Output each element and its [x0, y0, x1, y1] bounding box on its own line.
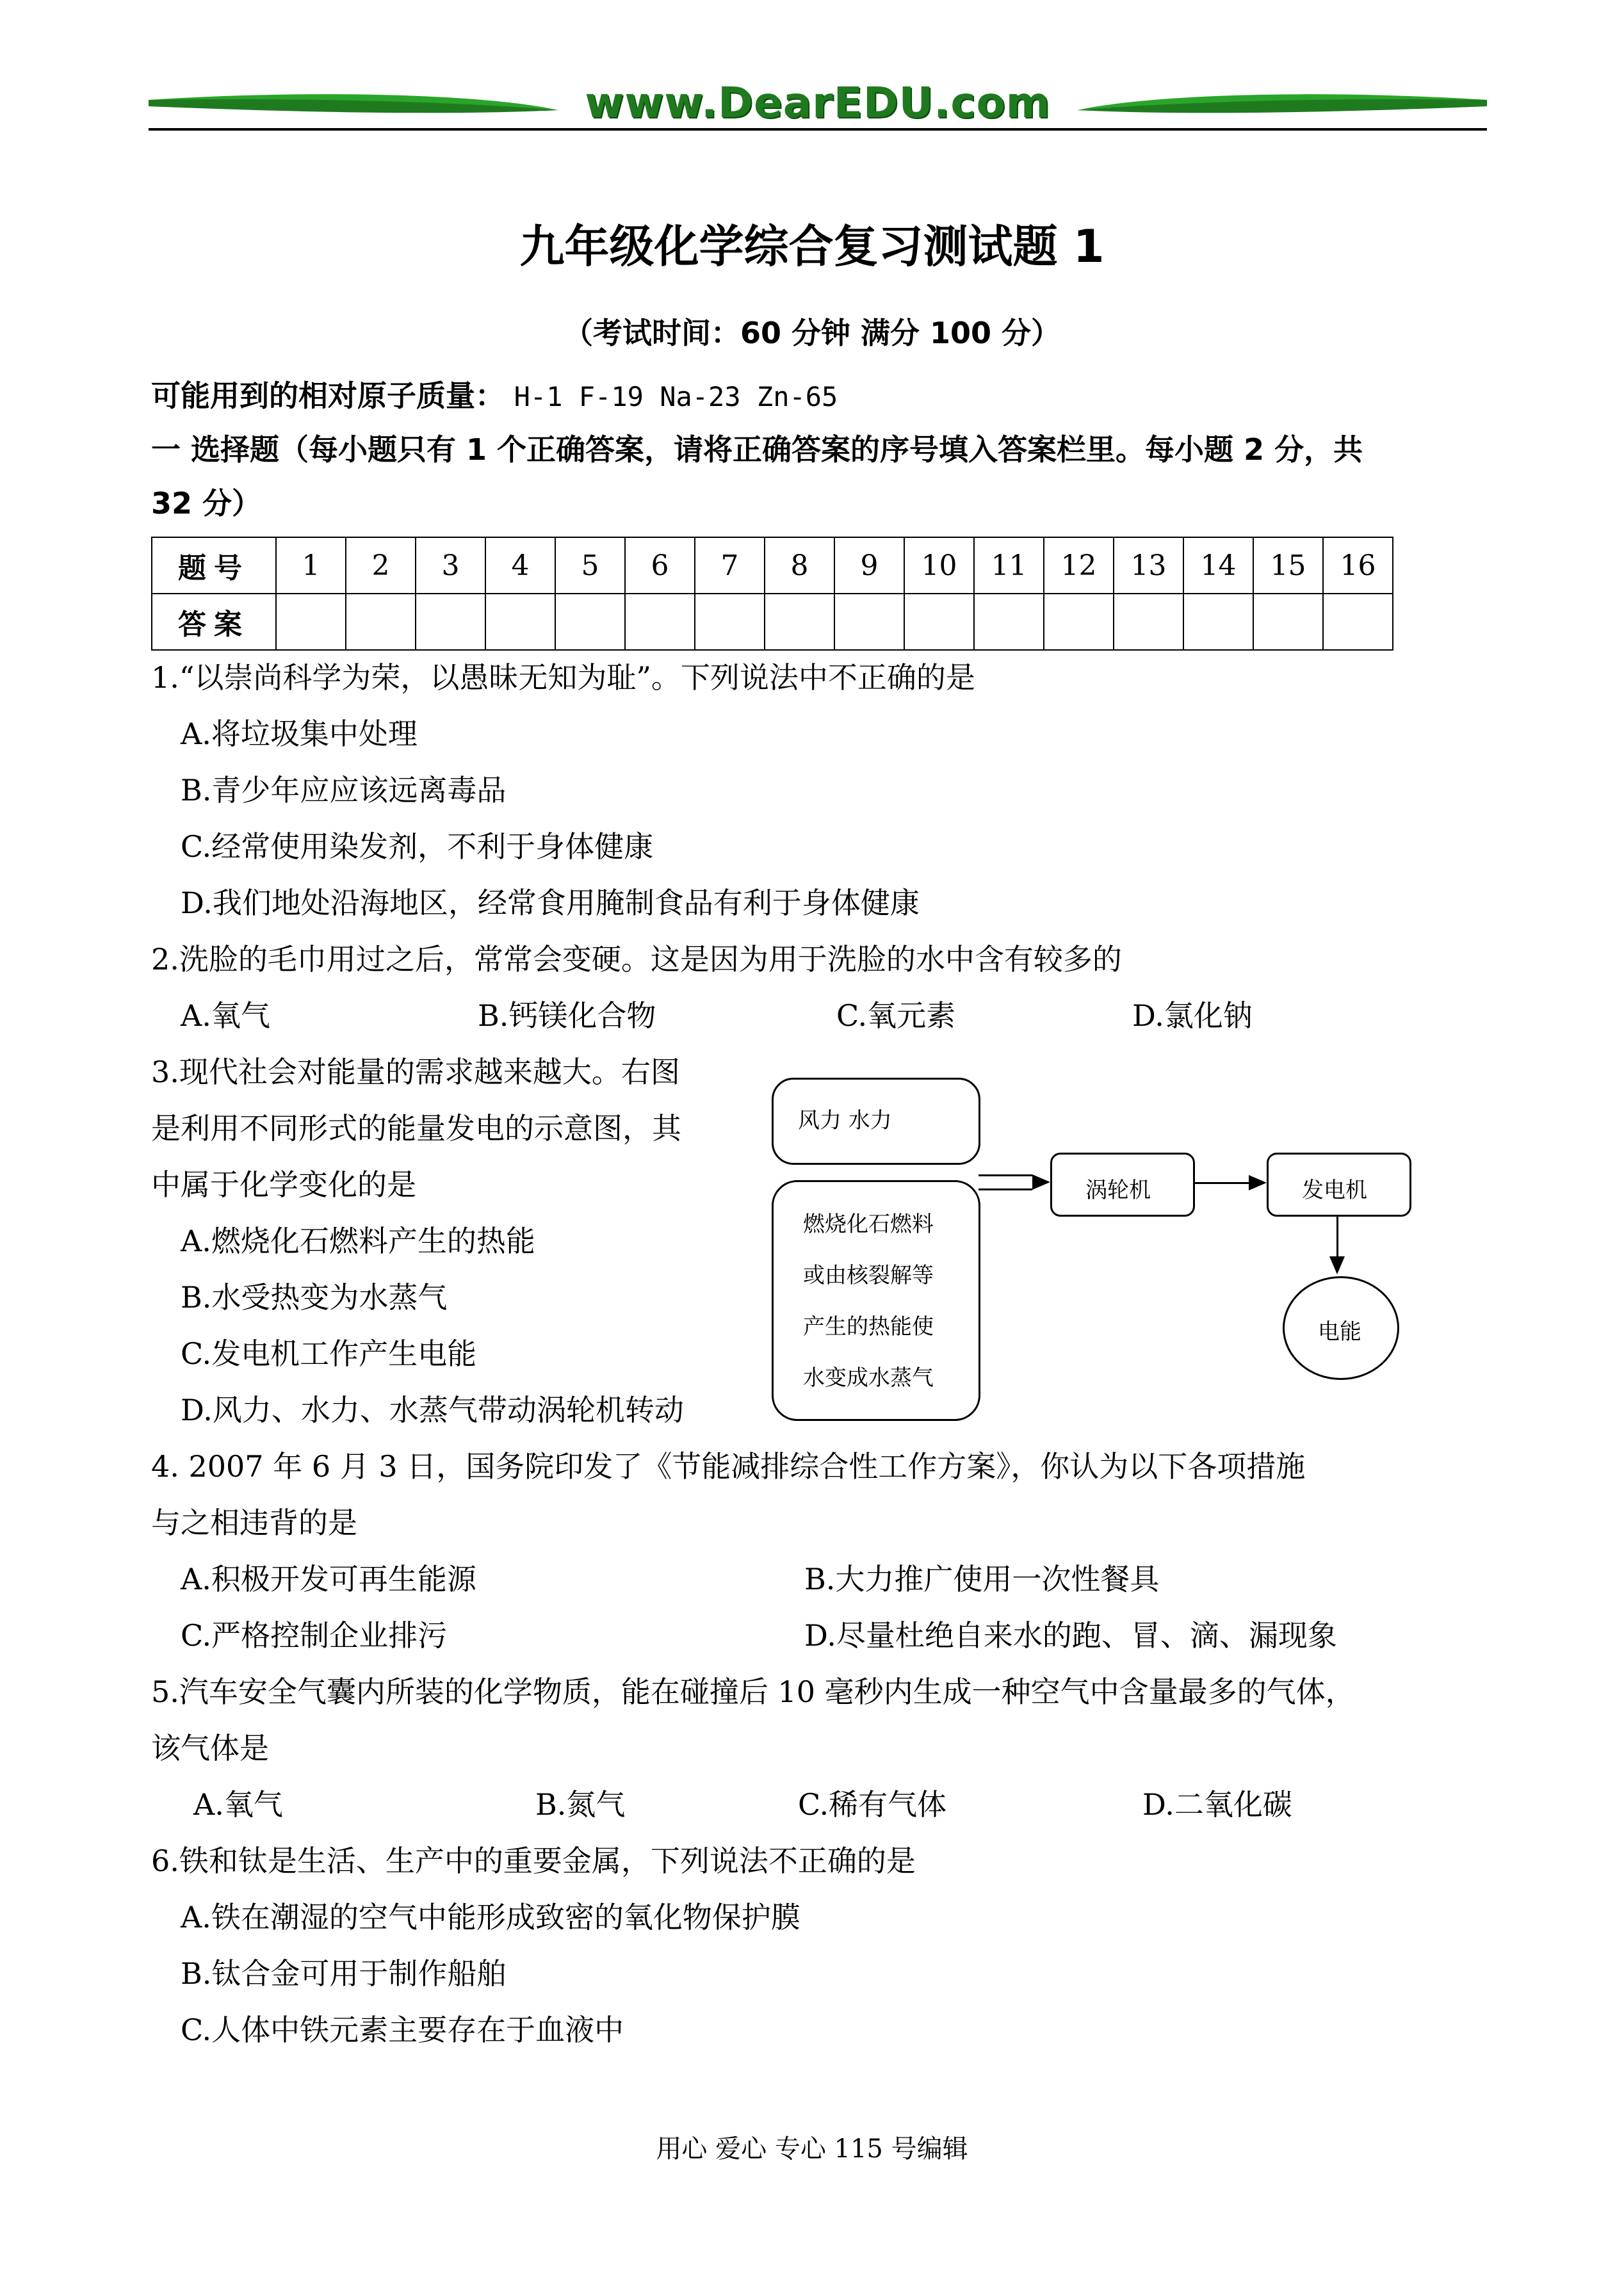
wind-water-label: 风力 水力: [798, 1108, 892, 1133]
question-1-stem: 1.“以崇尚科学为荣，以愚昧无知为耻”。下列说法中不正确的是: [151, 660, 975, 695]
question-3-option-b: B.水受热变为水蒸气: [181, 1280, 448, 1315]
question-5-stem-cont: 该气体是: [151, 1731, 269, 1765]
site-logo-text[interactable]: www.DearEDU.com: [585, 78, 1051, 127]
answer-cell-10[interactable]: [904, 594, 974, 650]
question-3-option-a: A.燃烧化石燃料产生的热能: [181, 1224, 535, 1258]
question-3-stem-cont: 中属于化学变化的是: [151, 1167, 416, 1202]
section-heading: 一 选择题（每小题只有 1 个正确答案，请将正确答案的序号填入答案栏里。每小题 2 分，共: [151, 432, 1363, 467]
table-cell: 12: [1044, 537, 1114, 594]
answer-cell-4[interactable]: [485, 594, 555, 650]
answer-cell-3[interactable]: [416, 594, 485, 650]
fuel-heat-label-4: 水变成水蒸气: [803, 1365, 934, 1391]
exam-info: （考试时间：60 分钟 满分 100 分）: [563, 316, 1061, 350]
fuel-heat-label-1: 燃烧化石燃料: [803, 1212, 934, 1237]
answer-cell-15[interactable]: [1253, 594, 1323, 650]
question-3-stem-cont: 是利用不同形式的能量发电的示意图，其: [151, 1111, 681, 1146]
answer-cell-14[interactable]: [1183, 594, 1253, 650]
table-cell: 10: [904, 537, 974, 594]
atomic-mass-line: [151, 377, 838, 416]
question-1-option-c: C.经常使用染发剂，不利于身体健康: [181, 829, 654, 864]
answer-cell-9[interactable]: [834, 594, 904, 650]
electricity-circle: [1283, 1276, 1399, 1380]
table-cell: 2: [346, 537, 416, 594]
wind-water-box: [772, 1078, 980, 1165]
arrow-right-icon: [1032, 1174, 1050, 1190]
answer-cell-13[interactable]: [1114, 594, 1183, 650]
question-2-stem: 2.洗脸的毛巾用过之后，常常会变硬。这是因为用于洗脸的水中含有较多的: [151, 942, 1122, 977]
table-cell: 6: [625, 537, 695, 594]
answer-cell-6[interactable]: [625, 594, 695, 650]
atomic-mass-values: H-1 F-19 Na-23 Zn-65: [514, 381, 838, 412]
arrow-right-icon: [1249, 1175, 1267, 1190]
page-title: 九年级化学综合复习测试题 1: [519, 220, 1105, 273]
question-4-option-c: C.严格控制企业排污: [181, 1618, 448, 1653]
table-header-number: 题号: [152, 537, 276, 594]
question-4-stem-cont: 与之相违背的是: [151, 1505, 357, 1540]
generator-label: 发电机: [1302, 1178, 1367, 1203]
answer-cell-8[interactable]: [765, 594, 834, 650]
atomic-mass-label: 可能用到的相对原子质量：: [151, 378, 505, 413]
question-5-option-a: A.氧气: [193, 1787, 283, 1822]
header-logo: [149, 77, 1487, 134]
answer-cell-11[interactable]: [974, 594, 1044, 650]
table-cell: 16: [1323, 537, 1393, 594]
table-cell: 5: [555, 537, 625, 594]
table-row: [152, 594, 1393, 650]
question-6-stem: 6.铁和钛是生活、生产中的重要金属，下列说法不正确的是: [151, 1844, 916, 1878]
question-2-option-d: D.氯化钠: [1132, 998, 1253, 1033]
answer-table: [151, 537, 1393, 651]
answer-cell-12[interactable]: [1044, 594, 1114, 650]
answer-cell-5[interactable]: [555, 594, 625, 650]
table-cell: 1: [276, 537, 346, 594]
table-cell: 7: [695, 537, 765, 594]
question-5-option-d: D.二氧化碳: [1142, 1787, 1292, 1822]
fuel-heat-box: [772, 1180, 980, 1421]
question-2-option-a: A.氧气: [181, 998, 270, 1033]
question-4-stem: 4. 2007 年 6 月 3 日，国务院印发了《节能减排综合性工作方案》，你认为以下各项措施: [151, 1449, 1306, 1484]
arrow-line: [1336, 1215, 1338, 1258]
answer-cell-1[interactable]: [276, 594, 346, 650]
header-divider: [149, 128, 1487, 131]
question-4-option-a: A.积极开发可再生能源: [181, 1562, 476, 1596]
table-cell: 4: [485, 537, 555, 594]
question-6-option-a: A.铁在潮湿的空气中能形成致密的氧化物保护膜: [181, 1900, 800, 1934]
table-cell: 9: [834, 537, 904, 594]
generator-box: [1267, 1153, 1411, 1217]
question-2-option-c: C.氧元素: [836, 998, 956, 1033]
fuel-heat-label-3: 产生的热能使: [803, 1314, 934, 1340]
table-cell: 15: [1253, 537, 1323, 594]
answer-cell-2[interactable]: [346, 594, 416, 650]
section-heading-cont: 32 分）: [151, 486, 262, 521]
table-cell: 3: [416, 537, 485, 594]
table-row: [152, 537, 1393, 594]
turbine-box: [1050, 1153, 1195, 1217]
answer-cell-16[interactable]: [1323, 594, 1393, 650]
table-cell: 11: [974, 537, 1044, 594]
question-1-option-b: B.青少年应应该远离毒品: [181, 773, 507, 807]
turbine-label: 涡轮机: [1085, 1178, 1151, 1203]
question-3-option-d: D.风力、水力、水蒸气带动涡轮机转动: [181, 1393, 684, 1427]
arrow-line: [1195, 1182, 1249, 1184]
electricity-label: 电能: [1318, 1319, 1361, 1345]
question-6-option-b: B.钛合金可用于制作船舶: [181, 1956, 507, 1991]
question-2-option-b: B.钙镁化合物: [478, 998, 656, 1033]
arrow-line: [978, 1174, 1032, 1176]
fuel-heat-label-2: 或由核裂解等: [803, 1263, 934, 1288]
question-3-option-c: C.发电机工作产生电能: [181, 1336, 477, 1371]
question-5-option-c: C.稀有气体: [798, 1787, 947, 1822]
question-4-option-b: B.大力推广使用一次性餐具: [804, 1562, 1160, 1596]
answer-cell-7[interactable]: [695, 594, 765, 650]
page-footer: 用心 爱心 专心 115 号编辑: [656, 2134, 968, 2164]
question-5-option-b: B.氮气: [535, 1787, 626, 1822]
table-cell: 14: [1183, 537, 1253, 594]
table-cell: 8: [765, 537, 834, 594]
question-4-option-d: D.尽量杜绝自来水的跑、冒、滴、漏现象: [804, 1618, 1337, 1653]
arrow-line: [978, 1188, 1032, 1190]
question-6-option-c: C.人体中铁元素主要存在于血液中: [181, 2013, 624, 2047]
table-header-answer: 答案: [152, 594, 276, 650]
question-3-stem: 3.现代社会对能量的需求越来越大。右图: [151, 1055, 680, 1089]
question-1-option-a: A.将垃圾集中处理: [181, 717, 418, 751]
question-1-option-d: D.我们地处沿海地区，经常食用腌制食品有利于身体健康: [181, 886, 920, 920]
arrow-down-icon: [1329, 1256, 1345, 1274]
question-5-stem: 5.汽车安全气囊内所装的化学物质，能在碰撞后 10 毫秒内生成一种空气中含量最多的气体，: [151, 1675, 1355, 1709]
table-cell: 13: [1114, 537, 1183, 594]
